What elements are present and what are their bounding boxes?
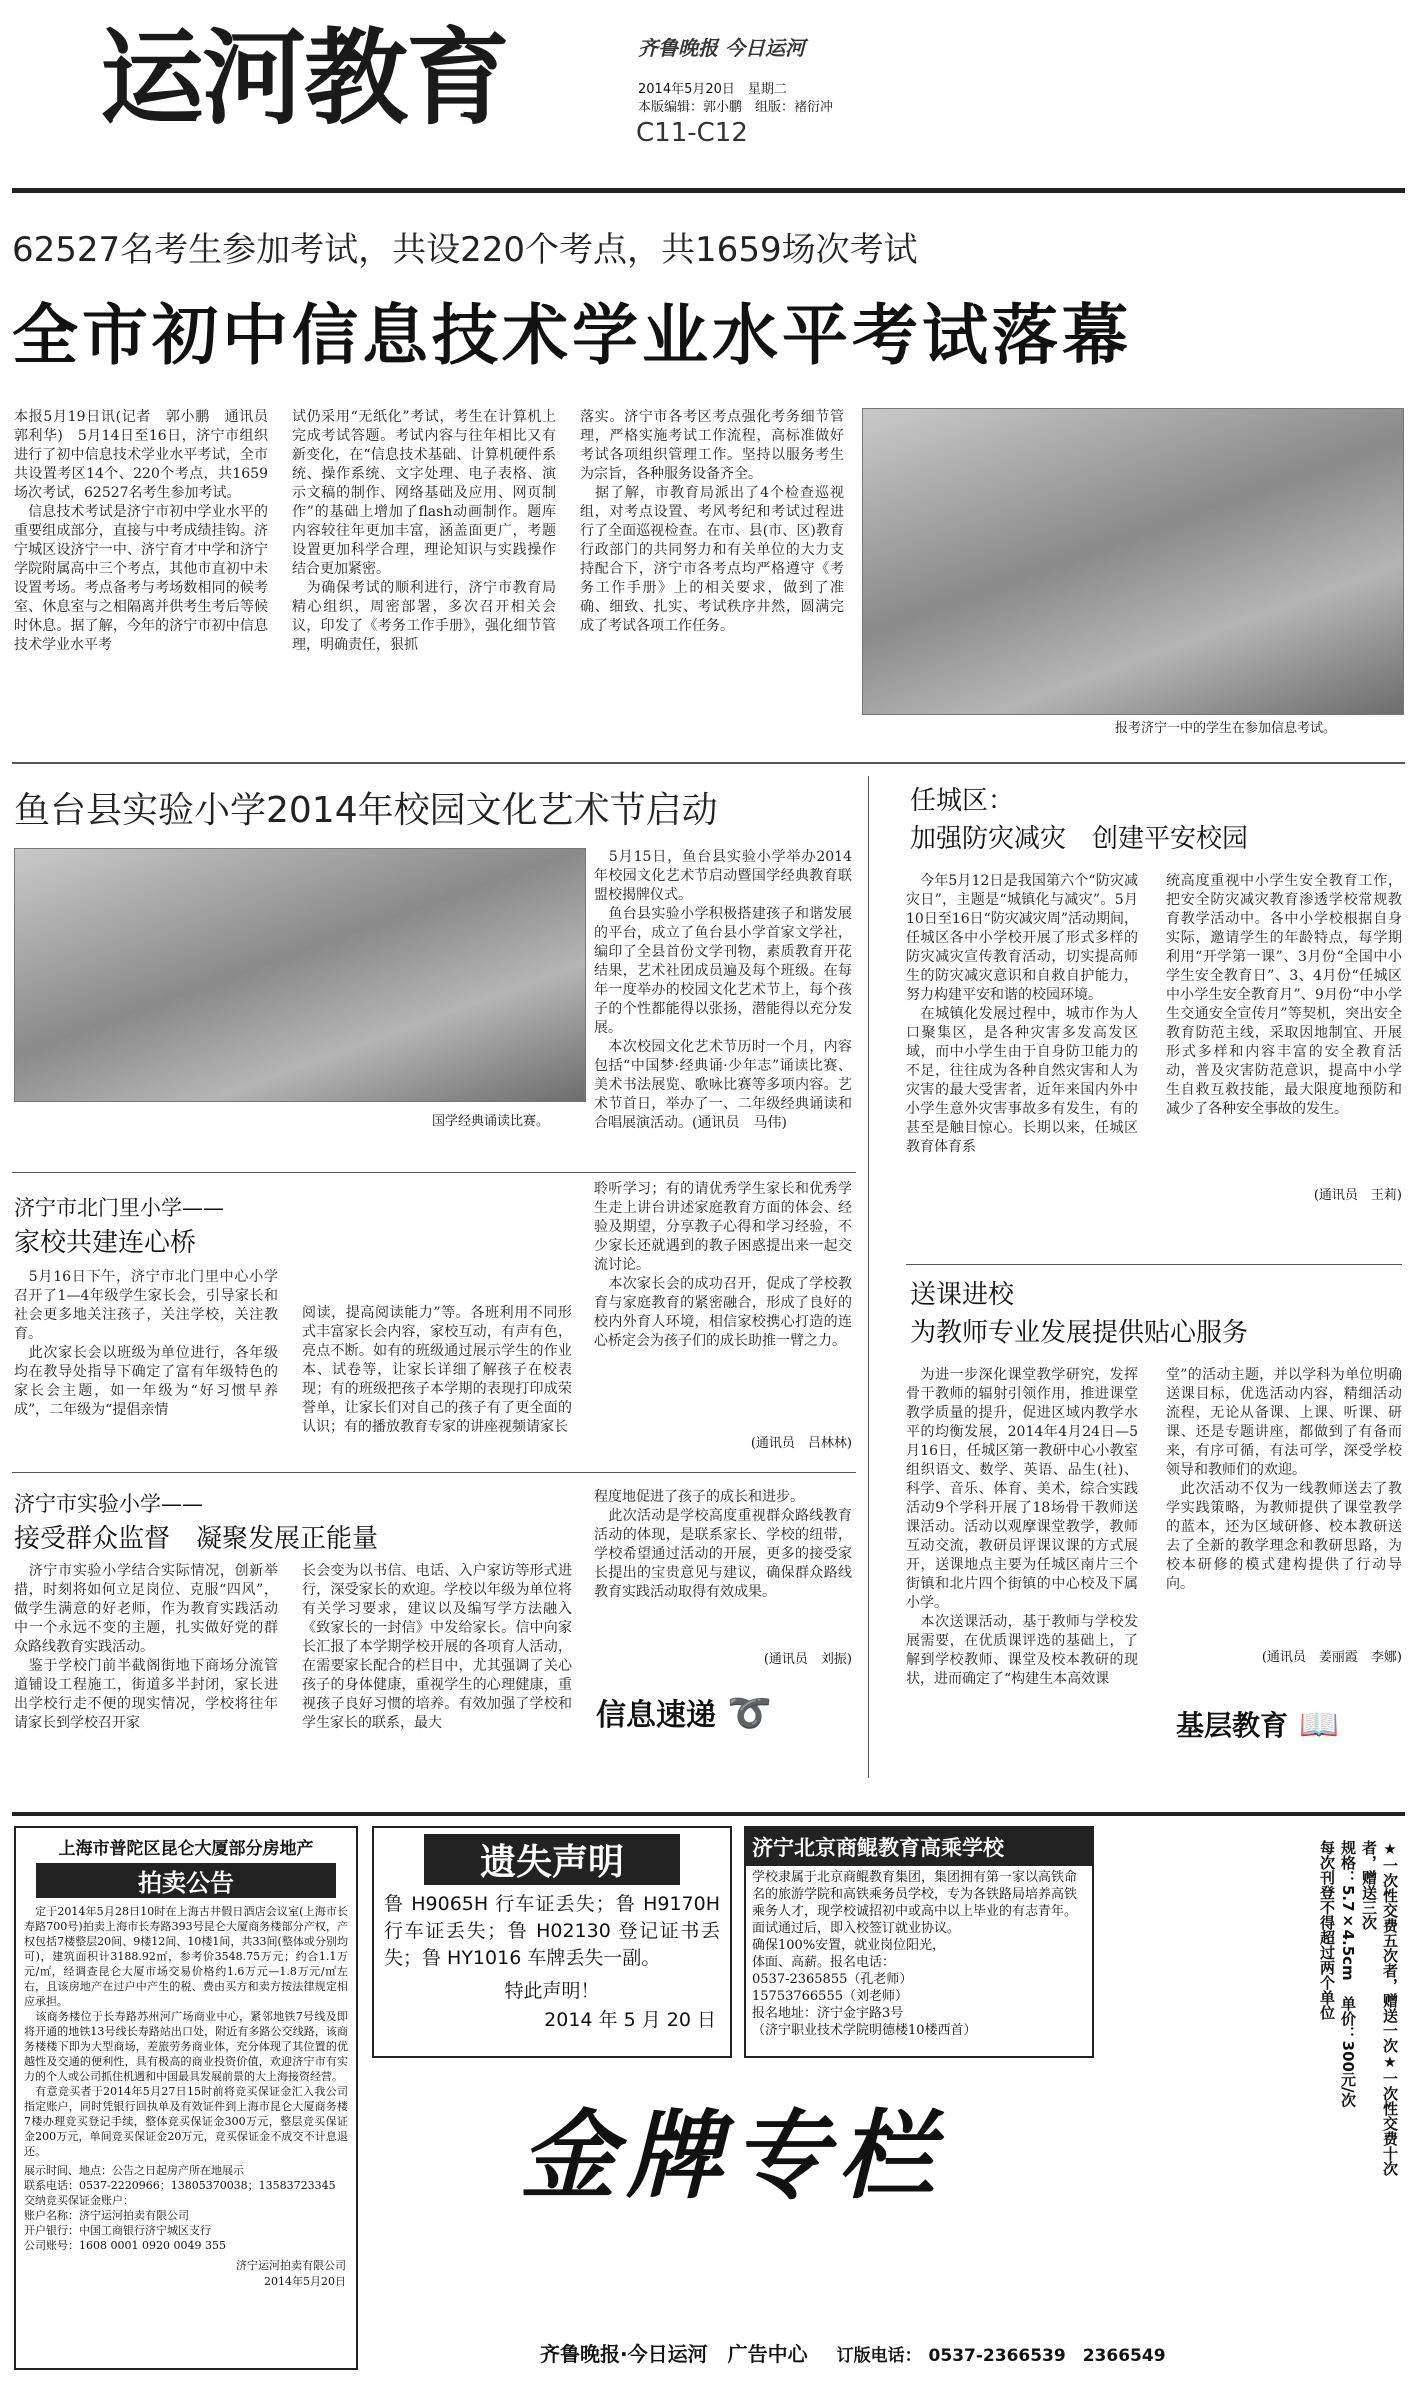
auction-head-2: 拍卖公告 [36, 1863, 336, 1898]
yutai-text: 5月15日，鱼台县实验小学举办2014年校园文化艺术节启动暨国学经典教育联盟校揭牌仪式。 鱼台县实验小学积极搭建孩子和谐发展的平台，成立了鱼台县小学首家文学社，编印了全县首份文学刊物，素质教育开花结果，艺术社团成员遍及每个班级。在每年一度举办的校园文化艺术节上，每个孩子的个性都能得以张扬，潜能得以充分发展。 本次校园文化艺术节历时一个月，内容包括“中国梦·经典诵·少年志”诵读比赛、美术书法展览、歌咏比赛等多项内容。艺术节首日，举办了一、二年级经典诵读和合唱展演活动。(通讯员 马伟) [594, 849, 852, 1131]
auction-ad [14, 1826, 358, 2370]
shiyan-kicker: 济宁市实验小学—— [14, 1492, 203, 1516]
beimenli-headline: 家校共建连心桥 [14, 1228, 197, 1258]
songke-headline: 为教师专业发展提供贴心服务 [910, 1318, 1249, 1348]
book-icon: 📖 [1299, 1705, 1339, 1743]
shiyan-column-1: 济宁市实验小学结合实际情况，创新举措，时刻将如何立足岗位、克服“四风”，做学生满意的好老师，作为教育实践活动中一个永远不变的主题，扎实做好党的群众路线教育实践活动。 鉴于学校门前半截阁街地下商场分流管道铺设工程施工，街道多半封闭，家长进出学校行走不便的现实情况，学校将往年请家长到学校召开家 [14, 1563, 278, 1731]
date-line: 2014年5月20日 星期二 [638, 82, 787, 97]
rencheng-column-1: 今年5月12日是我国第六个“防灾减灾日”，主题是“城镇化与减灾”。5月10日至16日“防灾减灾周”活动期间，任城区各中小学校开展了形式多样的防灾减灾宣传教育活动，切实提高师生的防灾减灾意识和自救自护能力，努力构建平安和谐的校园环境。 在城镇化发展过程中，城市作为人口聚集区，是各种灾害多发高发区域，而中小学生由于自身防卫能力的不足，往往成为各种自然灾害和人为灾害的最大受害者，近年来国内外中小学生意外灾害事故多有发生，有的甚至是触目惊心。长期以来，任城区教育体育系 [906, 873, 1138, 1155]
paper-name: 齐鲁晚报 今日运河 [638, 36, 805, 60]
page-range: C11-C12 [636, 118, 748, 148]
grassroots-tag [1176, 1704, 1402, 1754]
beimenli-column-1: 5月16日下午，济宁市北门里中心小学召开了1—4年级学生家长会，引导家长和社会更多地关注孩子，关注学校，关注教育。 此次家长会以班级为单位进行，各年级均在教导处指导下确定了富有年级特色的家长会主题，如一年级为“好习惯早养成”，二年级为“提倡亲情 [14, 1269, 278, 1418]
masthead-rule [12, 188, 1405, 193]
songke-column-1: 为进一步深化课堂教学研究，发挥骨干教师的辐射引领作用，推进课堂教学质量的提升，促进区域内教学水平的均衡发展，2014年4月24日—5月16日，任城区第一教研中心小教室组织语文、数学、英语、品生(社)、科学、音乐、体育、美术，综合实践活动9个学科开展了18场骨干教师送课活动。活动以观摩课堂教学，教师互动交流，教研员评课议课的方式展开，送课地点主要为任城区南片三个街镇和北片四个街镇的中心校及下属小学。 本次送课活动，基于教师与学校发展需要，在优质课评选的基础上，了解到学校教师、课堂及校本教研的现状，进而确定了“构建生本高效课 [906, 1367, 1138, 1687]
auction-signature: 济宁运河拍卖有限公司 [236, 2259, 346, 2272]
shiyan-credit: (通讯员 刘振) [763, 1652, 852, 1667]
shiyan-column-2: 长会变为以书信、电话、入户家访等形式进行，深受家长的欢迎。学校以年级为单位将有关学习要求，建议以及编写学方法融入《致家长的一封信》中发给家长。信中向家长汇报了本学期学校开展的各项育人活动，在需要家长配合的栏目中，尤其强调了关心孩子的身体健康，重视学生的心理健康，重视孩子良好习惯的培养。有效加强了学校和学生家长的联系，最大 [302, 1563, 572, 1731]
beimenli-column-2: 阅读，提高阅读能力”等。各班利用不同形式丰富家长会内容，家校互动，有声有色，亮点不断。如有的班级通过展示学生的作业本、试卷等，让家长详细了解孩子在校表现；有的班级把孩子本学期的表现打印成荣誉单，让家长们对自己的孩子有了更全面的认识；有的播放教育专家的讲座视频请家长 [302, 1305, 572, 1435]
editor-line: 本版编辑：郭小鹏 组版：褚衍冲 [638, 100, 834, 115]
school-ad-body: 学校隶属于北京商鲲教育集团，集团拥有第一家以高铁命名的旅游学院和高铁乘务员学校，专为各铁路局培养高铁乘务人才，现学校诚招初中或高中以上毕业的有志青年。 面试通过后，即入校签订就业协议。 确保100%安置，就业岗位阳光， 体面、高薪。报名电话： 0537-2365855（孔老师） 15753766555（刘老师） 报名地址：济宁金宇路3号 （济宁职业技术学院明德楼10楼西首） [752, 1870, 1078, 2038]
rencheng-credit: (通讯员 王莉) [1313, 1188, 1402, 1203]
auction-contact: 展示时间、地点：公告之日起房产所在地展示 联系电话：0537-2220966；13805370038；13583723345 交纳竞买保证金账户： 账户名称：济宁运河拍卖有限公司 开户银行：中国工商银行济宁城区支行 公司账号：1608 0001 0920 0049 355 [24, 2164, 336, 2252]
ad-footer-phones: 0537-2366539 2366549 [928, 2346, 1166, 2366]
lost-notice-head: 遗失声明 [424, 1834, 680, 1885]
section-rule-4 [12, 1472, 856, 1473]
lost-notice-statement: 特此声明！ [504, 1980, 600, 2002]
shiyan-headline: 接受群众监督 凝聚发展正能量 [14, 1524, 379, 1554]
yutai-headline: 鱼台县实验小学2014年校园文化艺术节启动 [14, 790, 718, 831]
masthead [0, 0, 1417, 190]
lead-photo-caption: 报考济宁一中的学生在参加信息考试。 [1115, 721, 1337, 736]
lost-notice-body: 鲁 H9065H 行车证丢失；鲁 H9170H 行车证丢失；鲁 H02130 登记证书丢失；鲁 HY1016 车牌丢失一副。 [384, 1893, 720, 1969]
grassroots-tag-label: 基层教育 [1176, 1709, 1289, 1742]
lead-column-3: 落实。济宁市各考区考点强化考务细节管理，严格实施考试工作流程，高标准做好考试各项组织管理工作。坚持以服务考生为宗旨，各种服务设备齐全。 据了解，市教育局派出了4个检查巡视组，对考点设置、考风考纪和考试过程进行了全面巡视检查。在市、县(市、区)教育行政部门的共同努力和有关单位的大力支持配合下，济宁市各考点均严格遵守《考务工作手册》上的相关要求，做到了准确、细致、扎实、考试秩序井然，圆满完成了考试各项工作任务。 [580, 409, 844, 634]
brand-banner: 金牌专栏 [520, 2099, 944, 2212]
rencheng-column-2: 统高度重视中小学生安全教育工作，把安全防灾减灾教育渗透学校常规教育教学活动中。各中小学校根据自身实际，邀请学生的年龄特点，每学期利用“开学第一课”、3月份“全国中小学生安全教育日”、3、4月份“任城区中小学生安全教育月”、9月份“中小学生交通安全宣传月”等契机，突出安全教育防范主线，采取因地制宜、开展形式多样和内容丰富的安全教育活动，普及灾害防范意识，提高中小学生自救互救技能，最大限度地预防和减少了各种安全事故的发生。 [1166, 873, 1402, 1117]
songke-column-2: 堂”的活动主题，并以学科为单位明确送课目标，优选活动内容，精细活动流程，无论从备课、上课、听课、研课、还是专题讲座，都做到了有备而来，有序可循，有法可学，深受学校领导和教师们的欢迎。 此次活动不仅为一线教师送去了教学实践策略，为教师提供了课堂教学的蓝本，还为区域研修、校本教研送去了全新的教学理念和教研思路，为校本研修的模式建构提供了行动导向。 [1166, 1367, 1402, 1592]
yutai-photo [14, 848, 586, 1102]
info-tag [596, 1690, 846, 1740]
auction-date: 2014年5月20日 [264, 2275, 346, 2288]
section-rule-2 [12, 1172, 856, 1173]
songke-credit: (通讯员 姜丽霞 李娜) [1261, 1650, 1402, 1665]
vertical-divider [868, 776, 869, 1778]
info-tag-label: 信息速递 [596, 1698, 716, 1733]
lead-photo [862, 408, 1404, 715]
yutai-photo-caption: 国学经典诵读比赛。 [432, 1114, 550, 1129]
masthead-title: 运河教育 [100, 16, 509, 139]
shiyan-column-3: 程度地促进了孩子的成长和进步。 此次活动是学校高度重视群众路线教育活动的体现，是联系家长、学校的纽带，学校希望通过活动的开展，更多的接受家长提出的宝贵意见与建议，确保群众路线教育实践活动取得有效成果。 [594, 1489, 852, 1600]
lead-column-1: 本报5月19日讯(记者 郭小鹏 通讯员 郭利华) 5月14日至16日，济宁市组织进行了初中信息技术学业水平考试，全市共设置考区14个、220个考点，共1659场次考试，62527名考生参加考试。 信息技术考试是济宁市初中学业水平的重要组成部分，直接与中考成绩挂钩。济宁城区设济宁一中、济宁育才中学和济宁学院附属高中三个考点，其他市直初中未设置考场。考点备考与考场数相同的候考室、休息室与之相隔离并供考生考后等候时休息。据了解，今年的济宁市初中信息技术学业水平考 [14, 409, 268, 653]
auction-head-1: 上海市普陀区昆仑大厦部分房地产 [58, 1839, 314, 1859]
lost-notice-ad [372, 1826, 732, 2058]
beimenli-kicker: 济宁市北门里小学—— [14, 1196, 224, 1220]
lead-subtitle: 62527名考生参加考试，共设220个考点，共1659场次考试 [12, 230, 918, 270]
auction-body: 定于2014年5月28日10时在上海古井假日酒店会议室(上海市长寿路700号)拍卖上海市长寿路393号昆仑大厦商务楼部分产权，产权包括7楼整层20间、9楼12间、10楼1间，共33间(整体或分别均可)，建筑面积计3188.92㎡，参考价3548.75万元；约合1.1万元/㎡，经调查昆仑大厦市场交易价格约1.6万元—1.8万元/㎡左右，且该房地产在过户中产生的税、费由买方和卖方按法律规定相应承担。 该商务楼位于长寿路苏州河广场商业中心，紧邻地铁7号线及即将开通的地铁13号线长寿路站出口处，附近有多路公交线路，该商务楼楼下即为大型商场，差旅劳务商业体，充分体现了其位置的优越性及交通的便利性，具有极高的商业投资价值，欢迎济宁市有实力的个人或公司抓住机遇和中国最具发展前景的大上海接资经营。 有意竞买者于2014年5月27日15时前将竞买保证金汇入我公司指定账户，同时凭银行回执单及有效证件到上海市昆仑大厦商务楼7楼办理竞买登记手续，整体竞买保证金300万元，整层竞买保证金200万元，单间竞买保证金20万元，竞买保证金不成交不计息退还。 [24, 1905, 348, 2158]
ad-divider [12, 1812, 1405, 1816]
school-ad [744, 1826, 1094, 2058]
pricing-note: ★一次性交费五次者，赠送一次★一次性交费十次者，赠送三次 规格：5.7×4.5cm 单价：300元/次 每次刊登不得超过两个单位 [1318, 1840, 1399, 2176]
school-ad-head: 济宁北京商鲲教育高乘学校 [746, 1828, 1092, 1866]
ad-footer [540, 2338, 1166, 2367]
section-rule-3 [906, 1264, 1402, 1265]
songke-kicker: 送课进校 [910, 1280, 1015, 1310]
ad-footer-phone-label: 订版电话： [836, 2346, 922, 2366]
beimenli-credit: (通讯员 吕林林) [750, 1436, 852, 1451]
swirl-icon: ➰ [727, 1693, 772, 1734]
lead-headline: 全市初中信息技术学业水平考试落幕 [12, 296, 1132, 374]
rencheng-headline: 加强防灾减灾 创建平安校园 [910, 824, 1249, 854]
lost-notice-date: 2014 年 5 月 20 日 [544, 2009, 716, 2031]
lead-column-2: 试仍采用“无纸化”考试，考生在计算机上完成考试答题。考试内容与往年相比又有新变化，在“信息技术基础、计算机硬件系统、操作系统、文字处理、电子表格、演示文稿的制作、网络基础及应用、网页制作”的基础上增加了flash动画制作。题库内容较往年更加丰富，涵盖面更广，考题设置更加科学合理，理论知识与实践操作结合更加紧密。 为确保考试的顺利进行，济宁市教育局精心组织，周密部署，多次召开相关会议，印发了《考务工作手册》，强化细节管理，明确责任，狠抓 [292, 409, 556, 653]
ad-footer-name: 齐鲁晚报·今日运河 广告中心 [540, 2342, 808, 2366]
beimenli-column-3: 聆听学习；有的请优秀学生家长和优秀学生走上讲台讲述家庭教育方面的体会、经验及期望，分享教子心得和学习经验，不少家长还就遇到的教子困惑提出来一起交流讨论。 本次家长会的成功召开，促成了学校教育与家庭教育的紧密融合，形成了良好的校内外育人环境，相信家校携心打造的连心桥定会为孩子们的成长助推一臂之力。 [594, 1181, 852, 1349]
rencheng-kicker: 任城区： [910, 786, 1015, 816]
section-rule-1 [12, 762, 1405, 764]
